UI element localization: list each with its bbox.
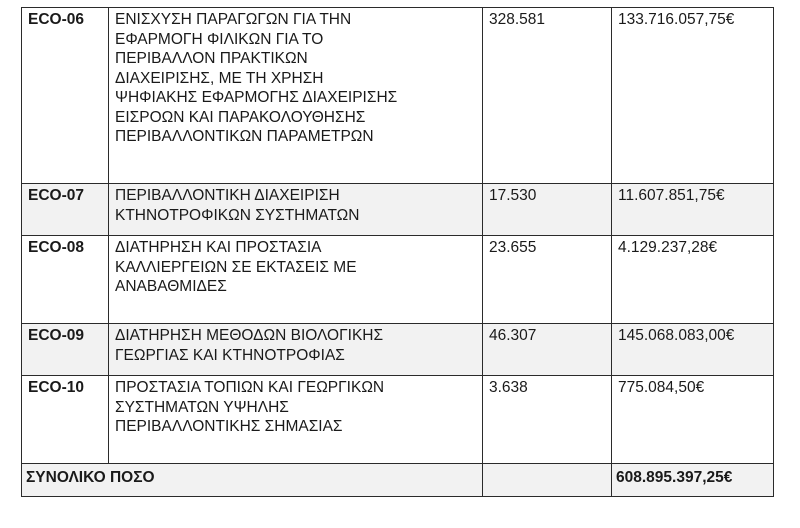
description-line: ΚΑΛΛΙΕΡΓΕΙΩΝ ΣΕ ΕΚΤΑΣΕΙΣ ΜΕ xyxy=(115,258,357,276)
measure-quantity: 23.655 xyxy=(483,236,612,324)
description-line: ΠΕΡΙΒΑΛΛΟΝΤΙΚΩΝ ΠΑΡΑΜΕΤΡΩΝ xyxy=(115,128,374,145)
measure-amount: 133.716.057,75€ xyxy=(612,8,774,184)
description-line: ΓΕΩΡΓΙΑΣ ΚΑΙ ΚΤΗΝΟΤΡΟΦΙΑΣ xyxy=(115,346,345,364)
table-row xyxy=(22,324,774,376)
description-line: ΑΝΑΒΑΘΜΙΔΕΣ xyxy=(115,278,227,295)
table-row xyxy=(22,8,774,184)
measure-quantity: 3.638 xyxy=(483,376,612,464)
measure-code: ECO-06 xyxy=(22,8,109,184)
measure-amount: 4.129.237,28€ xyxy=(612,236,774,324)
measure-code: ECO-09 xyxy=(22,324,109,376)
measure-description xyxy=(109,324,483,376)
total-row xyxy=(22,464,774,497)
measure-description xyxy=(109,184,483,236)
measure-description xyxy=(109,8,483,184)
measure-code: ECO-07 xyxy=(22,184,109,236)
description-line: ΠΕΡΙΒΑΛΛΟΝΤΙΚΗΣ ΣΗΜΑΣΙΑΣ xyxy=(115,418,343,435)
table-row xyxy=(22,236,774,324)
measure-quantity: 46.307 xyxy=(483,324,612,376)
description-line: ΔΙΑΧΕΙΡΙΣΗΣ, ΜΕ ΤΗ ΧΡΗΣΗ xyxy=(115,69,324,87)
description-line: ΚΤΗΝΟΤΡΟΦΙΚΩΝ ΣΥΣΤΗΜΑΤΩΝ xyxy=(115,206,360,224)
description-line: ΨΗΦΙΑΚΗΣ ΕΦΑΡΜΟΓΗΣ ΔΙΑΧΕΙΡΙΣΗΣ xyxy=(115,89,398,106)
total-label: ΣΥΝΟΛΙΚΟ ΠΟΣΟ xyxy=(22,464,483,497)
table-row xyxy=(22,184,774,236)
description-line: ΕΦΑΡΜΟΓΗ ΦΙΛΙΚΩΝ ΓΙΑ ΤΟ xyxy=(115,30,324,48)
description-line: ΣΥΣΤΗΜΑΤΩΝ ΥΨΗΛΗΣ xyxy=(115,398,289,416)
description-line: ΔΙΑΤΗΡΗΣΗ ΚΑΙ ΠΡΟΣΤΑΣΙΑ xyxy=(115,239,322,256)
table-body xyxy=(22,8,774,464)
measure-description xyxy=(109,376,483,464)
measure-amount: 11.607.851,75€ xyxy=(612,184,774,236)
table-row xyxy=(22,376,774,464)
measure-quantity: 328.581 xyxy=(483,8,612,184)
total-quantity xyxy=(483,464,612,497)
measure-code: ECO-10 xyxy=(22,376,109,464)
description-line: ΠΕΡΙΒΑΛΛΟΝ ΠΡΑΚΤΙΚΩΝ xyxy=(115,50,308,67)
measure-code: ECO-08 xyxy=(22,236,109,324)
description-line: ΠΕΡΙΒΑΛΛΟΝΤΙΚΗ ΔΙΑΧΕΙΡΙΣΗ xyxy=(115,187,340,204)
measures-table xyxy=(21,7,774,497)
measure-description xyxy=(109,236,483,324)
measure-quantity: 17.530 xyxy=(483,184,612,236)
description-line: ΠΡΟΣΤΑΣΙΑ ΤΟΠΙΩΝ ΚΑΙ ΓΕΩΡΓΙΚΩΝ xyxy=(115,379,385,396)
description-line: ΕΝΙΣΧΥΣΗ ΠΑΡΑΓΩΓΩΝ ΓΙΑ ΤΗΝ xyxy=(115,11,352,28)
measure-amount: 145.068.083,00€ xyxy=(612,324,774,376)
total-amount: 608.895.397,25€ xyxy=(612,464,774,497)
measure-amount: 775.084,50€ xyxy=(612,376,774,464)
description-line: ΕΙΣΡΟΩΝ ΚΑΙ ΠΑΡΑΚΟΛΟΥΘΗΣΗΣ xyxy=(115,108,366,126)
description-line: ΔΙΑΤΗΡΗΣΗ ΜΕΘΟΔΩΝ ΒΙΟΛΟΓΙΚΗΣ xyxy=(115,327,384,344)
